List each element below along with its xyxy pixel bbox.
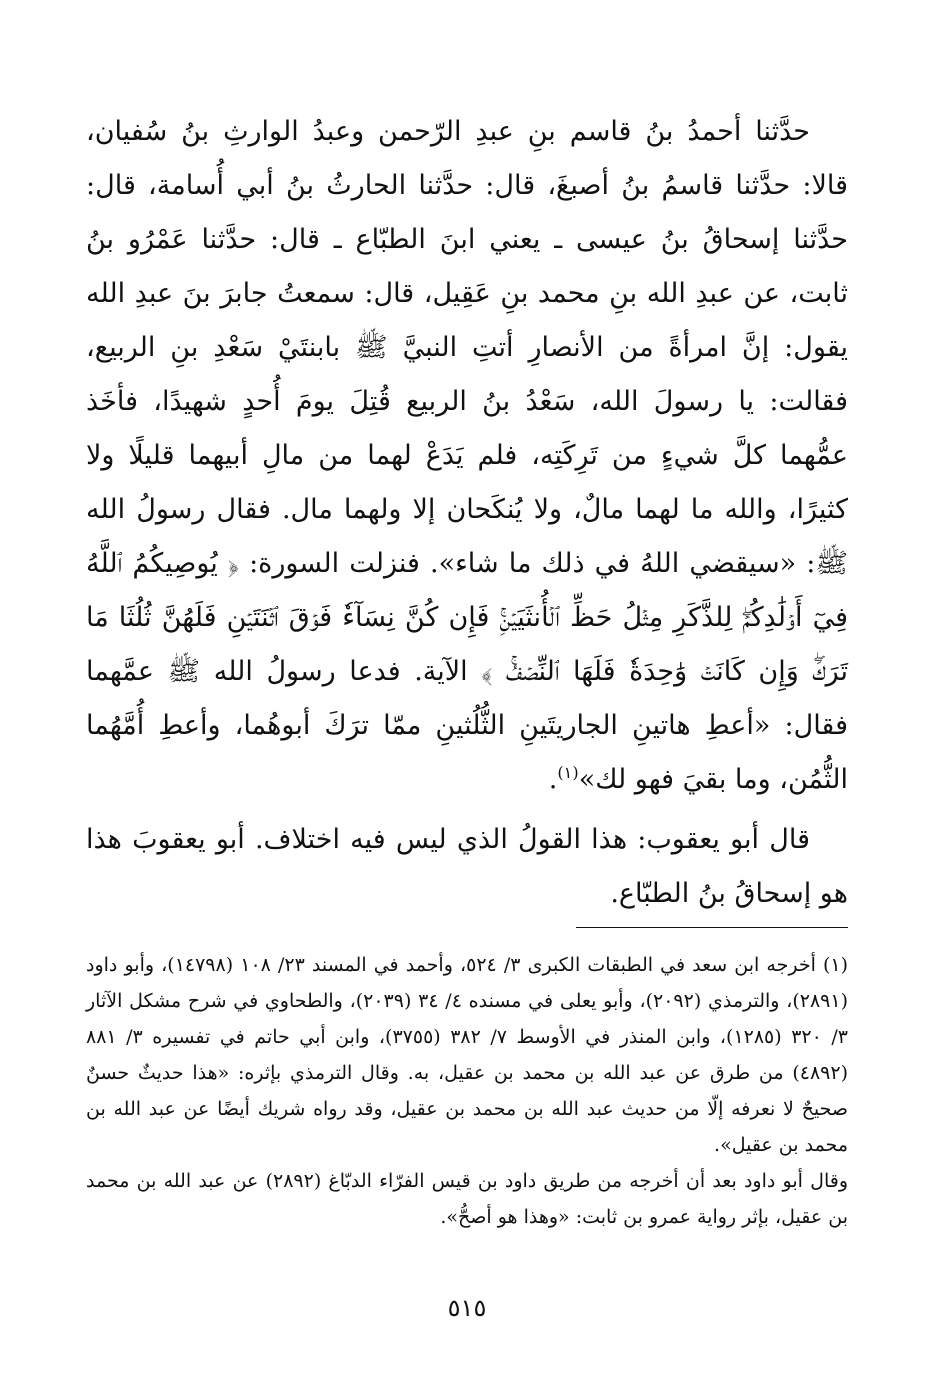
- paragraph-text: قال أبو يعقوب: هذا القولُ الذي ليس فيه اختلاف. أبو يعقوبَ هذا هو إسحاقُ بنُ الطبّاع.: [86, 824, 848, 909]
- footnote-1-continuation: وقال أبو داود بعد أن أخرجه من طريق داود بن قيس الفرّاء الدبّاغ (٢٨٩٢) عن عبد الله بن محمد بن عقيل، بإثر رواية عمرو بن ثابت: «وهذا هو أصحُّ».: [86, 1170, 848, 1228]
- footnote-reference: (١): [557, 763, 579, 782]
- body-paragraph-commentary: [86, 813, 848, 921]
- paragraph-tail: .: [548, 764, 558, 795]
- footnotes: [86, 947, 848, 1235]
- footnote-1: (١) أخرجه ابن سعد في الطبقات الكبرى ٣/ ٥٢٤، وأحمد في المسند ٢٣/ ١٠٨ (١٤٧٩٨)، وأبو داود (٢٨٩١)، والترمذي (٢٠٩٢)، وأبو يعلى في مسنده ٤/ ٣٤ (٢٠٣٩)، والطحاوي في شرح مشكل الآثار ٣/ ٣٢٠ (١٢٨٥)، وابن المنذر في الأوسط ٧/ ٣٨٢ (٣٧٥٥)، وابن أبي حاتم في تفسيره ٣/ ٨٨١ (٤٨٩٢) من طرق عن عبد الله بن محمد بن عقيل، به. وقال الترمذي بإثره: «هذا حديثٌ حسنٌ صحيحٌ لا نعرفه إلّا من حديث عبد الله بن محمد بن عقيل، وقد رواه شريك أيضًا عن عبد الله بن محمد بن عقيل».: [86, 954, 849, 1156]
- main-text: [86, 105, 848, 921]
- footnote-separator: [576, 927, 848, 928]
- paragraph-text: حدَّثنا أحمدُ بنُ قاسم بنِ عبدِ الرّحمن وعبدُ الوارثِ بنُ سُفيان، قالا: حدَّثنا قاسمُ بنُ أصبغَ، قال: حدَّثنا الحارثُ بنُ أبي أُسامة، قال: حدَّثنا إسحاقُ بنُ عيسى ـ يعني ابنَ الطبّاع ـ قال: حدَّثنا عَمْرُو بنُ ثابت، عن عبدِ الله بنِ محمد بنِ عَقِيل، قال: سمعتُ جابرَ بنَ عبدِ الله يقول: إنَّ امرأةً من الأنصارِ أتتِ النبيَّ ﷺ بابنتَيْ سَعْدِ بنِ الربيع، فقالت: يا رسولَ الله، سَعْدُ بنُ الربيع قُتِلَ يومَ أُحدٍ شهيدًا، فأخَذ عمُّهما كلَّ شيءٍ من تَرِكَتِه، فلم يَدَعْ لهما من مالِ أبيهما قليلًا ولا كثيرًا، والله ما لهما مالٌ، ولا يُنكَحان إلا ولهما مال. فقال رسولُ الله ﷺ: «سيقضي اللهُ في ذلك ما شاء». فنزلت السورة: ﴿ يُوصِيكُمُ ٱللَّهُ فِيٓ أَوۡلَٰدِكُمۡۖ لِلذَّكَرِ مِثۡلُ حَظِّ ٱلۡأُنثَيَيۡنِۚ فَإِن كُنَّ نِسَآءٗ فَوۡقَ ٱثۡنَتَيۡنِ فَلَهُنَّ ثُلُثَا مَا تَرَكَۖ وَإِن كَانَتۡ وَٰحِدَةٗ فَلَهَا ٱلنِّصۡفُۚ ﴾ الآية. فدعا رسولُ الله ﷺ عمَّهما فقال: «أعطِ هاتينِ الجاريتَينِ الثُّلُثينِ ممّا ترَكَ أبوهُما، وأعطِ أُمَّهُما الثُّمُن، وما بقيَ فهو لك»: [86, 116, 848, 795]
- body-paragraph-hadith: [86, 105, 848, 807]
- page-number: ٥١٥: [447, 1294, 487, 1322]
